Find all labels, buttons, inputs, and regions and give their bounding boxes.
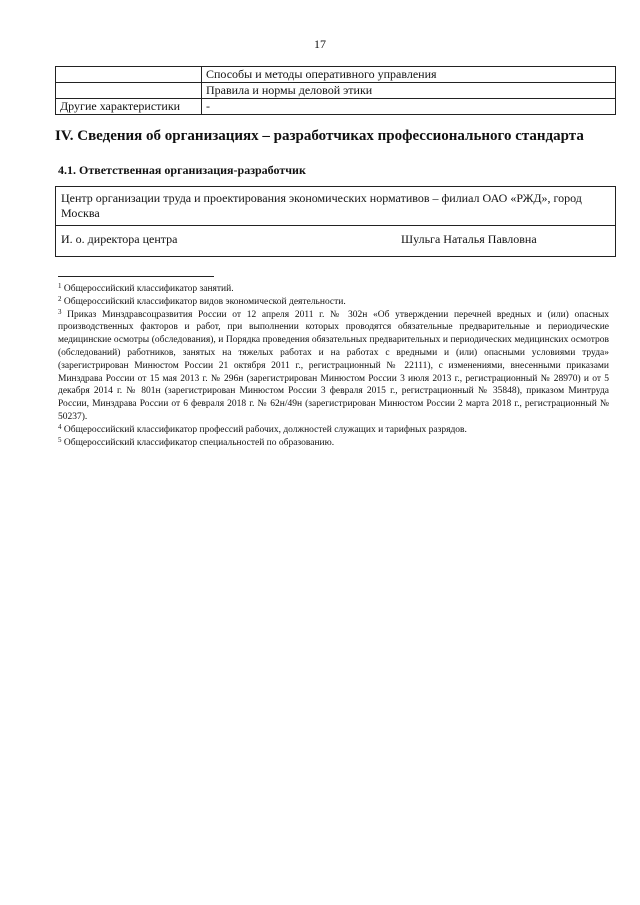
- footnote-text: Общероссийский классификатор профессий рабочих, должностей служащих и тарифных разрядов.: [63, 424, 467, 435]
- subsection-heading: 4.1. Ответственная организация-разработчик: [58, 163, 306, 177]
- footnote: [58, 283, 609, 296]
- organization-name: Центр организации труда и проектирования экономических нормативов – филиал ОАО «РЖД», город Москва: [61, 191, 582, 220]
- organization-block: [55, 186, 616, 257]
- organization-person: Шульга Наталья Павловна: [401, 232, 537, 246]
- organization-divider: [56, 225, 615, 226]
- table-cell-value: Правила и нормы деловой этики: [202, 83, 616, 99]
- table-row: [56, 99, 616, 115]
- footnote-separator: [58, 276, 214, 277]
- footnote: [58, 424, 609, 437]
- footnote-mark: 2: [58, 294, 62, 303]
- footnote: [58, 296, 609, 309]
- footnote: [58, 437, 609, 450]
- table-cell-value: -: [202, 99, 616, 115]
- table-row: [56, 67, 616, 83]
- table-cell-label: Другие характеристики: [56, 99, 202, 115]
- footnote: [58, 309, 609, 424]
- footnote-text: Общероссийский классификатор занятий.: [63, 284, 234, 294]
- section-heading: IV. Сведения об организациях – разработчиках профессионального стандарта: [55, 128, 584, 144]
- characteristics-table: [55, 66, 616, 115]
- footnote-mark: 5: [58, 435, 62, 444]
- table-cell-value: Способы и методы оперативного управления: [202, 67, 616, 83]
- table-cell-label: [56, 67, 202, 83]
- footnote-text: Общероссийский классификатор специальностей по образованию.: [63, 437, 335, 448]
- footnote-text: Приказ Минздравсоцразвития России от 12 апреля 2011 г. № 302н «Об утверждении перечней вредных и (или) опасных производственных факторов и работ, при выполнении которых проводятся обязательные предварительные и периодические медицинские осмотры (обследования), и Порядка проведения обязательных предварительных и периодических медицинских осмотров (обследований) работников, занятых на тяжелых работах и на работах с вредными и (или) опасными условиями труда» (зарегистрирован Минюстом России 21 октября 2011 г., регистрационный № 22111), с изменениями, внесенными приказами Минздрава России от 15 мая 2013 г. № 296н (зарегистрирован Минюстом России 3 июля 2013 г., регистрационный № 28970) и от 5 декабря 2014 г. № 801н (зарегистрирован Минюстом России 3 февраля 2015 г., регистрационный № 35848), приказом Минтруда России, Минздрава России от 6 февраля 2018 г. № 62н/49н (зарегистрирован Минюстом России 2 марта 2018 г., регистрационный № 50237).: [58, 309, 609, 422]
- footnote-text: Общероссийский классификатор видов экономической деятельности.: [63, 296, 346, 307]
- table-row: [56, 83, 616, 99]
- page-number: 17: [314, 37, 326, 51]
- organization-position: И. о. директора центра: [61, 232, 178, 246]
- footnotes: [58, 283, 609, 449]
- table-cell-label: [56, 83, 202, 99]
- footnote-mark: 3: [58, 307, 62, 316]
- footnote-mark: 1: [58, 282, 62, 290]
- footnote-mark: 4: [58, 422, 62, 431]
